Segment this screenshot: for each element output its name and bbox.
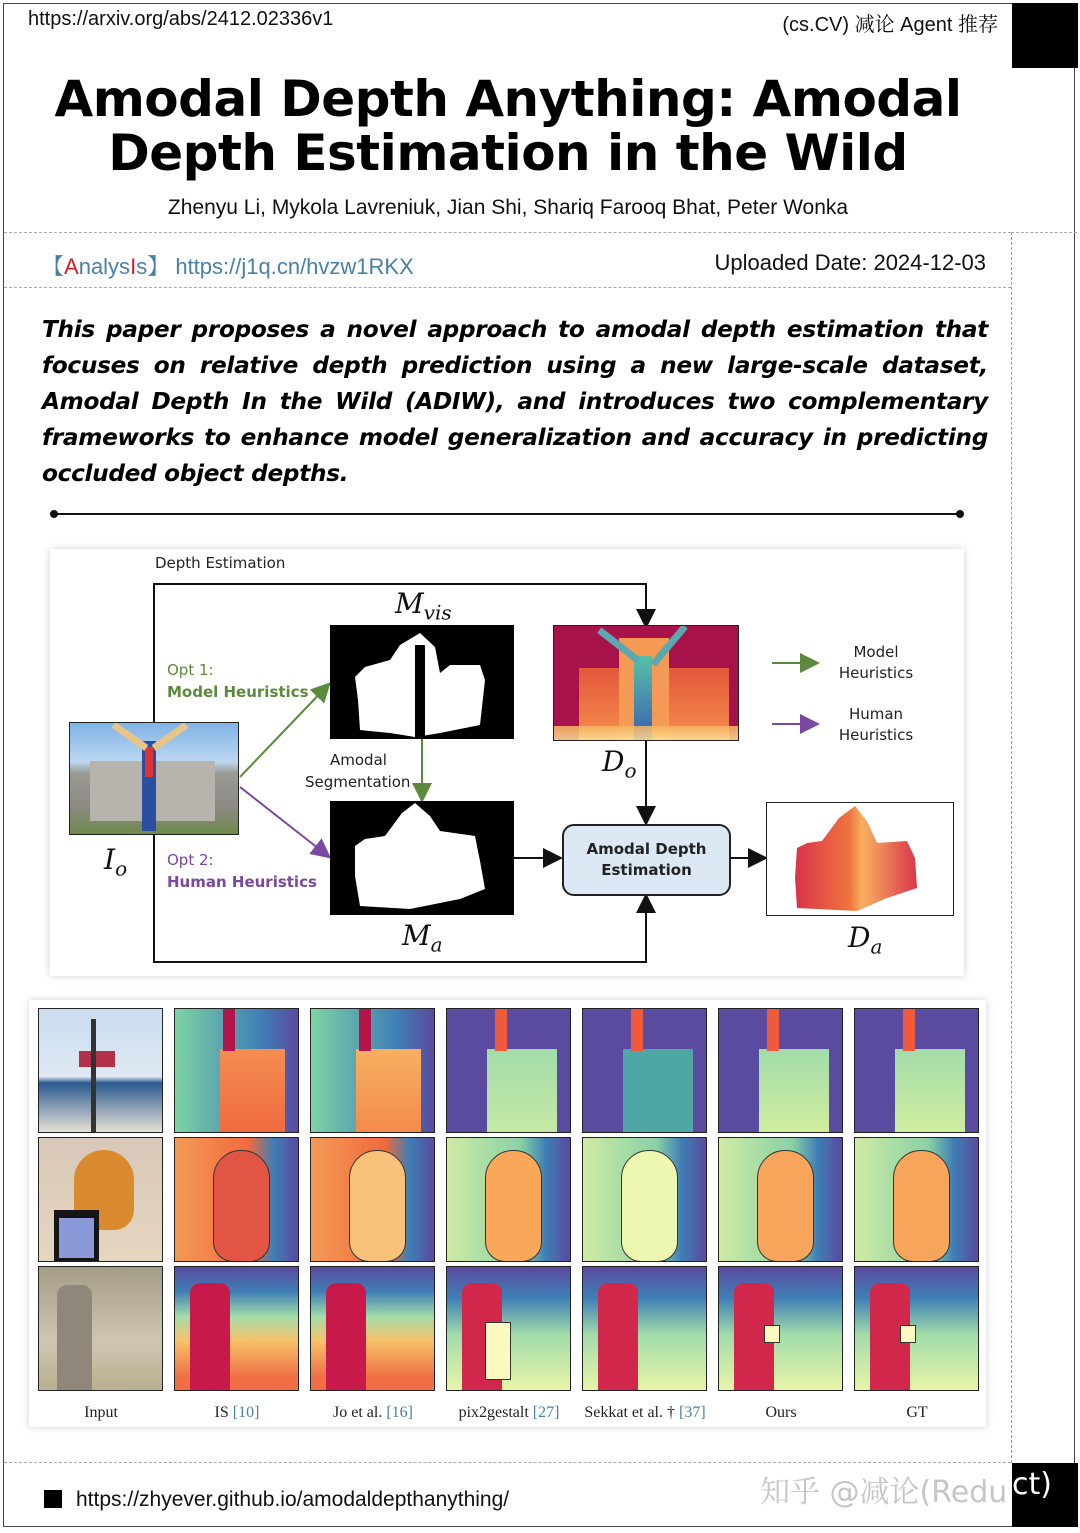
col-label-sekkat: Sekkat et al. † [37] <box>584 1404 706 1421</box>
analysis-mid: nalys <box>78 254 131 279</box>
category-tag: (cs.CV) 减论 Agent 推荐 <box>782 14 998 36</box>
analysis-link-row[interactable] <box>42 250 414 281</box>
col-label-is: IS [10] <box>214 1404 260 1421</box>
tile-r1-gt <box>854 1008 979 1133</box>
abstract: This paper proposes a novel approach to amodal depth estimation that focuses on relative depth prediction using a new large-scale dataset, Amodal Depth In the Wild (ADIW), and introduces two complementary frameworks to enhance model generalization and accuracy in predicting occluded object depths. <box>42 316 988 487</box>
opt1-prefix: Opt 1: <box>167 661 214 679</box>
col-label-jo: Jo et al. [16] <box>333 1404 413 1421</box>
paper-title <box>0 72 1016 180</box>
col-label-pix2gestalt: pix2gestalt [27] <box>458 1404 560 1421</box>
tile-r2-gt <box>854 1137 979 1262</box>
legend-human-heuristics: Human Heuristics <box>838 705 914 744</box>
tile-r1-pix2gestalt <box>446 1008 571 1133</box>
opt2-label: Human Heuristics <box>167 873 317 891</box>
amodal-depth-image <box>766 802 954 916</box>
tile-r3-ours <box>718 1266 843 1391</box>
separator-line <box>54 513 960 515</box>
amodal-seg-line1: Amodal <box>330 751 387 769</box>
symbol-input-io: $I_o$ <box>104 843 128 881</box>
analysis-letter-i: I <box>130 254 137 279</box>
amodal-seg-line2: Segmentation <box>305 773 411 791</box>
tile-r3-sekkat <box>582 1266 707 1391</box>
tile-r1-is <box>174 1008 299 1133</box>
relative-depth-image <box>553 625 739 741</box>
visible-mask-image <box>330 625 514 739</box>
tile-r3-gt <box>854 1266 979 1391</box>
opt2-prefix: Opt 2: <box>167 851 214 869</box>
watermark: 知乎 @减论(Redu <box>760 1475 1008 1510</box>
tile-r3-is <box>174 1266 299 1391</box>
tile-r2-is <box>174 1137 299 1262</box>
amodal-depth-estimation-box <box>562 824 731 896</box>
tile-r1-ours <box>718 1008 843 1133</box>
box-line-2: Estimation <box>601 861 692 879</box>
symbol-mvis: $M_{vis}$ <box>395 587 452 625</box>
tile-r2-pix2gestalt <box>446 1137 571 1262</box>
bracket-open: 【 <box>42 254 65 279</box>
symbol-do: $D_o$ <box>602 745 637 783</box>
analysis-end: s】 <box>136 254 170 279</box>
opt1-label: Model Heuristics <box>167 683 309 701</box>
project-url[interactable]: https://zhyever.github.io/amodaldepthanything/ <box>76 1488 510 1511</box>
analysis-letter-a: A <box>64 254 79 279</box>
comparison-figure <box>29 1000 986 1427</box>
amodal-mask-image <box>330 801 514 915</box>
tile-r2-ours <box>718 1137 843 1262</box>
symbol-da: $D_a$ <box>848 921 883 959</box>
tile-r2-input <box>38 1137 163 1262</box>
legend-model-heuristics: Model Heuristics <box>838 643 914 682</box>
tile-r3-jo <box>310 1266 435 1391</box>
analysis-url[interactable]: https://j1q.cn/hvzw1RKX <box>175 254 414 279</box>
watermark-tail: ct) <box>1012 1467 1052 1502</box>
pipeline-figure <box>50 549 964 976</box>
uploaded-date: Uploaded Date: 2024-12-03 <box>714 250 986 275</box>
symbol-ma: $M_a$ <box>402 919 443 957</box>
input-image <box>69 722 239 835</box>
divider-top <box>4 232 1011 233</box>
depth-estimation-label: Depth Estimation <box>155 554 286 572</box>
tile-r3-pix2gestalt <box>446 1266 571 1391</box>
box-line-1: Amodal Depth <box>586 840 707 858</box>
separator-dot-right <box>956 510 964 518</box>
authors: Zhenyu Li, Mykola Lavreniuk, Jian Shi, Shariq Farooq Bhat, Peter Wonka <box>167 196 849 219</box>
col-label-input: Input <box>84 1404 118 1421</box>
col-label-gt: GT <box>906 1404 928 1421</box>
divider-top-right <box>1011 232 1077 233</box>
tile-r1-jo <box>310 1008 435 1133</box>
title-line-2: Depth Estimation in the Wild <box>108 124 908 182</box>
right-margin-line <box>1011 232 1012 1463</box>
col-label-ours: Ours <box>765 1404 797 1421</box>
arxiv-link[interactable]: https://arxiv.org/abs/2412.02336v1 <box>28 8 334 30</box>
divider-meta <box>4 287 1011 288</box>
tile-r2-sekkat <box>582 1137 707 1262</box>
tile-r3-input <box>38 1266 163 1391</box>
tile-r1-sekkat <box>582 1008 707 1133</box>
divider-bottom <box>4 1462 1011 1463</box>
corner-tab-top <box>1012 3 1078 68</box>
tile-r1-input <box>38 1008 163 1133</box>
tile-r2-jo <box>310 1137 435 1262</box>
title-line-1: Amodal Depth Anything: Amodal <box>54 70 962 128</box>
bullet-square-icon <box>44 1490 62 1508</box>
